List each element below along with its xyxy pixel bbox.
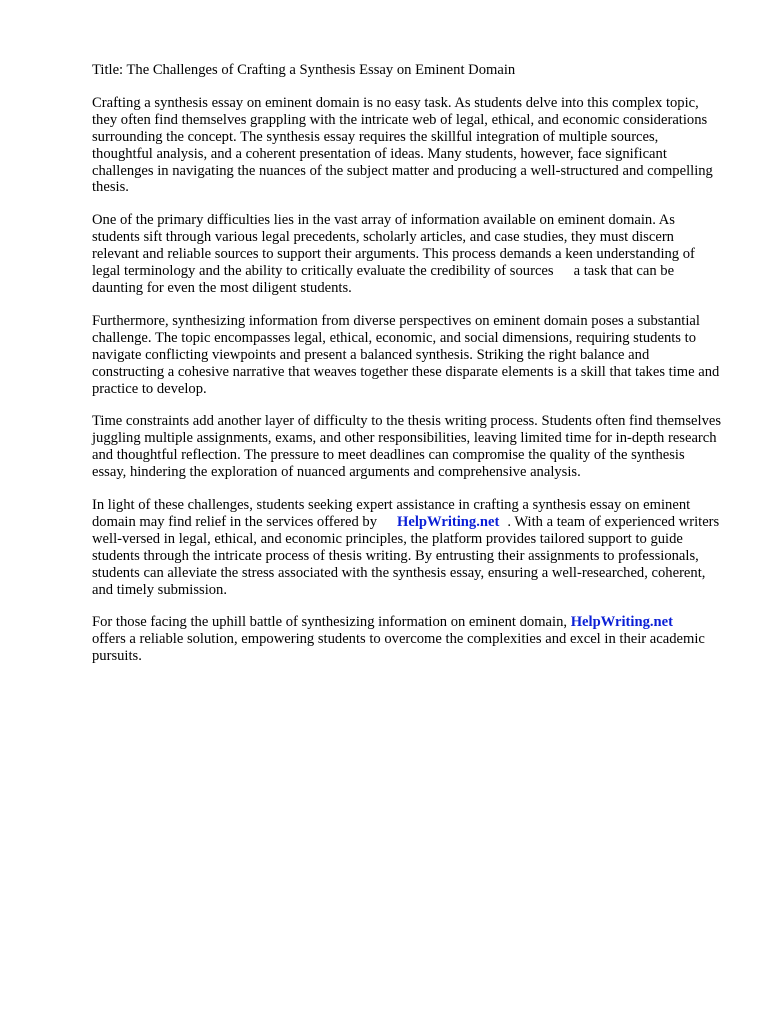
paragraph-2-text-b: a task that can be daunting for even the most diligent students. (92, 263, 675, 296)
paragraph-4-text: Time constraints add another layer of difficulty to the thesis writing process. Students often find themselves juggling multiple assignments, exams, and other responsibilities, leaving limited time for in-depth research and thoughtful reflection. The pressure to meet deadlines can compromise the quality of the synthesis essay, hindering the exploration of nuanced arguments and comprehensive analysis. (92, 413, 722, 481)
paragraph-2-text-a: One of the primary difficulties lies in the vast array of information available on eminent domain. As students sift through various legal precedents, scholarly articles, and case studies, they must discern relevant and reliable sources to support their arguments. This process demands a keen understanding of legal terminology and the ability to critically evaluate the credibility of sources (92, 212, 695, 280)
document-title: Title: The Challenges of Crafting a Synthesis Essay on Eminent Domain (92, 62, 516, 78)
paragraph-3-text: Furthermore, synthesizing information from diverse perspectives on eminent domain poses a substantial challenge. The topic encompasses legal, ethical, economic, and social dimensions, requiring students to navigate conflicting viewpoints and present a balanced synthesis. Striking the right balance and constructing a cohesive narrative that weaves together these disparate elements is a skill that takes time and practice to develop. (92, 312, 720, 397)
paragraph-1 (92, 95, 722, 196)
helpwriting-link-1[interactable]: HelpWriting.net (397, 513, 500, 530)
paragraph-5-text-b: . With a team of experienced writers well-versed in legal, ethical, and economic principles, the platform provides tailored support to guide students through the intricate process of thesis writing. By entrusting their assignments to professionals, students can alleviate the stress associated with the synthesis essay, ensuring a well-researched, coherent, and timely submission. (92, 513, 720, 598)
paragraph-5-text-a: In light of these challenges, students seeking expert assistance in crafting a synthesis essay on eminent domain may find relief in the services offered by (92, 497, 691, 530)
paragraph-6-text-a: For those facing the uphill battle of synthesizing information on eminent domain, (92, 614, 568, 631)
paragraph-3 (92, 313, 722, 398)
document-body (92, 62, 722, 681)
paragraph-2 (92, 212, 722, 297)
paragraph-6-text-b: offers a reliable solution, empowering students to overcome the complexities and excel in their academic pursuits. (92, 631, 705, 665)
paragraph-1-text: Crafting a synthesis essay on eminent domain is no easy task. As students delve into this complex topic, they often find themselves grappling with the intricate web of legal, ethical, and economic considerations surrounding the concept. The synthesis essay requires the skillful integration of multiple sources, thoughtful analysis, and a coherent presentation of ideas. Many students, however, face significant challenges in navigating the nuances of the subject matter and producing a well-structured and compelling thesis. (92, 94, 713, 196)
paragraph-5 (92, 497, 722, 598)
paragraph-4 (92, 413, 722, 481)
helpwriting-link-2[interactable]: HelpWriting.net (570, 614, 673, 631)
paragraph-6 (92, 614, 722, 665)
